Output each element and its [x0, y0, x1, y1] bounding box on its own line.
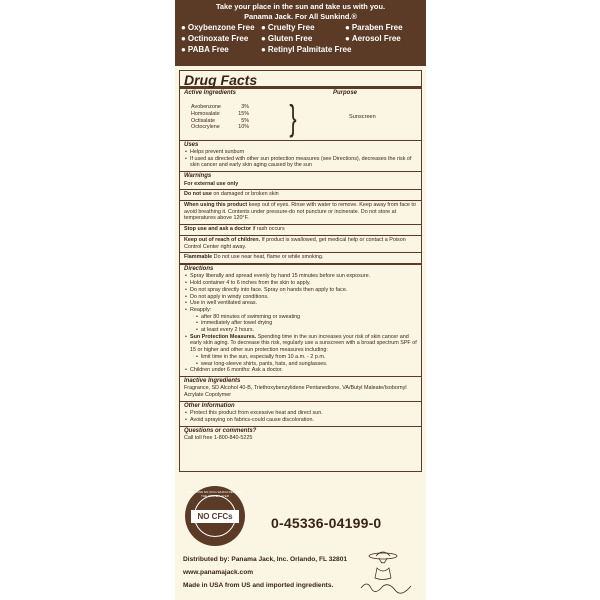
spm-item: • limit time in the sun, especially from 10 a.m. - 2 p.m.	[195, 354, 417, 361]
direction-item: • Use in well ventilated areas.	[184, 300, 417, 307]
website-line: www.panamajack.com	[183, 569, 254, 576]
active-ingredient: Homosalate 15%	[191, 110, 249, 117]
free-claim: ● Paraben Free	[345, 23, 403, 32]
brace-glyph: }	[289, 96, 297, 138]
uses-heading: Uses	[184, 141, 199, 148]
use-item: • Helps prevent sunburn	[184, 149, 417, 156]
other-info-item: • Avoid spraying on fabrics-could cause discoloration.	[184, 417, 417, 424]
direction-item: • Hold container 4 to 6 inches from the skin to apply.	[184, 280, 417, 287]
do-not-use-row: Do not use on damaged or broken skin	[180, 190, 421, 201]
origin-line: Made in USA from US and imported ingredients.	[183, 582, 334, 589]
stop-use-row: Stop use and ask a doctor if rash occurs	[180, 225, 421, 236]
free-claims-list	[181, 23, 420, 55]
direction-item: • Do not apply in windy conditions.	[184, 294, 417, 301]
purpose-heading: Purpose	[332, 90, 357, 96]
warnings-heading: Warnings	[184, 173, 212, 180]
inactive-section	[180, 377, 421, 402]
free-claim: ● Aerosol Free	[345, 34, 401, 43]
reapply-item: • at least every 2 hours.	[195, 327, 417, 334]
directions-heading: Directions	[184, 265, 214, 272]
active-ingredient: Octocrylene 10%	[191, 124, 249, 131]
footer	[183, 553, 347, 592]
panama-jack-signature-logo	[355, 548, 415, 596]
sunscreen-label	[175, 0, 426, 600]
when-using-row: When using this product keep out of eyes. Rinse with water to remove. Keep away from face to avoid breathing it. Contents under pressure-do not puncture or incinerate. Do not store at temperatures above 120°F.	[180, 201, 421, 225]
free-claim: ● Gluten Free	[261, 34, 313, 43]
other-info-item: • Protect this product from excessive heat and direct sun.	[184, 410, 417, 417]
direction-item: • Do not spray directly into face. Spray on hands then apply to face.	[184, 287, 417, 294]
free-claim: ● PABA Free	[181, 45, 229, 54]
active-ingredients-section	[180, 89, 421, 141]
purpose-value: Sunscreen	[349, 114, 376, 121]
questions-heading: Questions or comments?	[184, 427, 257, 434]
badge-arc-text: CONTAINS NO CFCs WHICH DEPLETE THE OZONE LAYER	[187, 490, 243, 498]
active-ingredients-heading: Active Ingredients	[184, 90, 237, 96]
other-info-section	[180, 402, 421, 427]
free-claim: ● Retinyl Palmitate Free	[261, 45, 352, 54]
reapply-item: • immediately after towel drying	[195, 320, 417, 327]
active-ingredient: Avobenzone 3%	[191, 104, 249, 111]
top-band	[175, 0, 426, 66]
flammable-row: Flammable Do not use near heat, flame or while smoking.	[180, 253, 421, 265]
reapply-item: • after 80 minutes of swimming or sweating	[195, 314, 417, 321]
free-claim: ● Octinoxate Free	[181, 34, 249, 43]
drug-facts-title: Drug Facts	[180, 71, 421, 89]
other-info-heading: Other Information	[184, 402, 235, 409]
tagline-line-1: Take your place in the sun and take us with you.	[215, 2, 386, 11]
inactive-heading: Inactive Ingredients	[184, 377, 241, 384]
distributor-line: Distributed by: Panama Jack, Inc. Orlando, FL 32801	[183, 556, 348, 563]
questions-section	[180, 427, 421, 444]
direction-item: • Spray liberally and spread evenly by hand 15 minutes before sun exposure.	[184, 273, 417, 280]
keep-out-row: Keep out of reach of children. If product is swallowed, get medical help or contact a Poison Control Center right away.	[180, 236, 421, 253]
use-item: • If used as directed with other sun protection measures (see Directions), decreases the risk of skin cancer and early skin aging caused by the sun	[184, 156, 417, 169]
active-ingredient-list	[191, 104, 249, 130]
questions-phone: Call toll free 1-800-840-5225	[184, 435, 253, 442]
direction-item: • Reapply:	[184, 307, 417, 314]
warnings-heading-row	[180, 172, 421, 190]
active-ingredient: Octisalate 5%	[191, 117, 249, 124]
no-cfcs-badge	[185, 486, 245, 546]
free-claim: ● Oxybenzone Free	[181, 23, 255, 32]
no-cfcs-text: NO CFCs	[191, 510, 239, 523]
children-note: • Children under 6 months: Ask a doctor.	[184, 367, 417, 374]
drug-facts-panel	[179, 70, 422, 472]
external-use-note: For external use only	[184, 180, 239, 187]
uses-section	[180, 141, 421, 173]
inactive-text: Fragrance, SD Alcohol 40-B, Triethoxybenzylidene Pentanedione, VA/Butyl Maleate/Isobornyl Acrylate Copolymer	[184, 385, 407, 399]
upc-number: 0-45336-04199-0	[271, 515, 382, 531]
tagline-line-2: Panama Jack. For All Sunkind.®	[244, 11, 357, 21]
free-claim: ● Cruelty Free	[261, 23, 315, 32]
sun-protection-measures: • Sun Protection Measures. Spending time in the sun increases your risk of skin cancer and early skin aging. To decrease this risk, regularly use a sunscreen with a broad spectrum SPF of 15 or higher and other sun protection measures including:	[184, 334, 417, 354]
spm-item: • wear long-sleeve shirts, pants, hats, and sunglasses.	[195, 361, 417, 368]
directions-section	[180, 265, 421, 377]
